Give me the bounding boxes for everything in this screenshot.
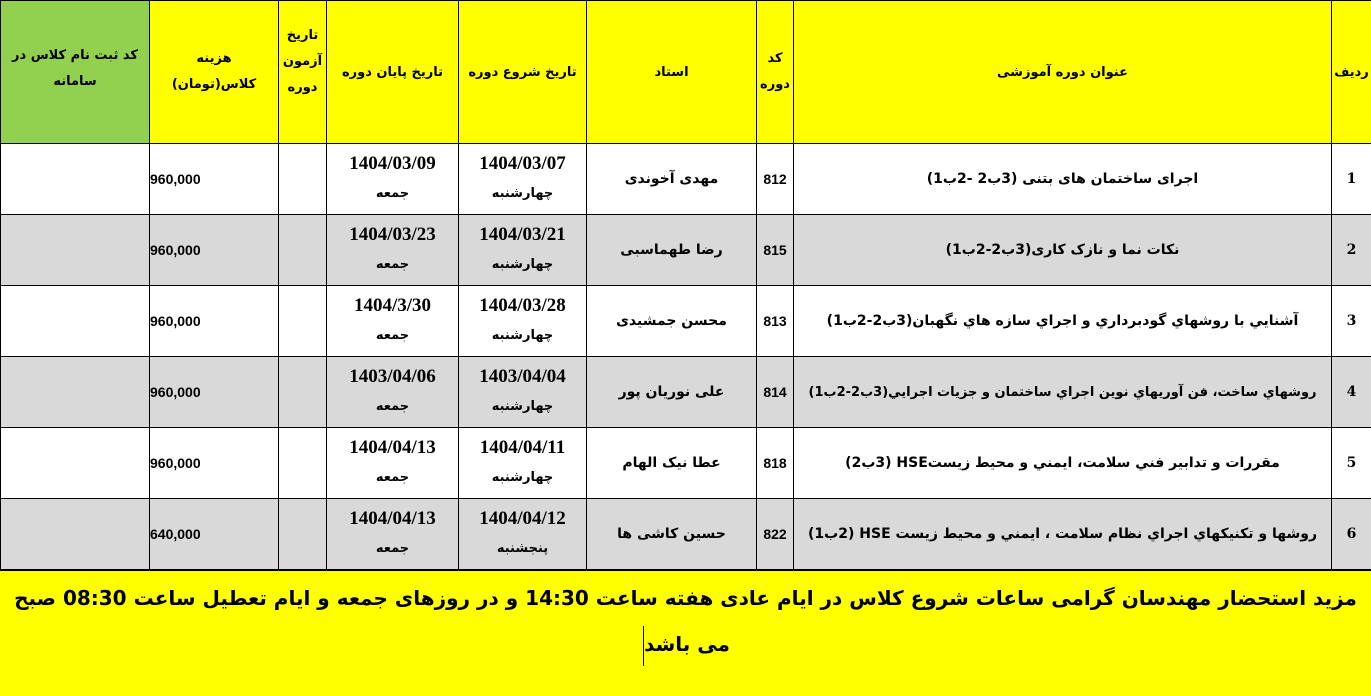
header-exam-date[interactable] (279, 1, 327, 144)
cell-title[interactable]: روشهاي ساخت، فن آوريهاي نوين اجراي ساختمان و جزيات اجرايي(3ب2-2ب1) (794, 357, 1332, 428)
cell-radif[interactable]: 6 (1332, 499, 1371, 570)
table-row (1, 286, 1371, 357)
footer-note-text: مزید استحضار مهندسان گرامی ساعات شروع کلاس در ایام عادی هفته ساعت 14:30 و در روزهای جمعه و ایام تعطیل ساعت 08:30 صبح می باشد (14, 586, 1357, 656)
header-cost-line2: کلاس(تومان) (171, 77, 257, 92)
start-day-value: چهارشنبه (491, 470, 554, 485)
start-day-value: چهارشنبه (491, 328, 554, 343)
header-radif[interactable]: ردیف (1332, 1, 1371, 144)
cell-cost[interactable]: 640,000 (150, 499, 279, 570)
header-exam-line1: تاریخ (286, 28, 319, 43)
cell-end-date[interactable] (327, 215, 459, 286)
cell-cost[interactable]: 960,000 (150, 144, 279, 215)
end-day-value: جمعه (375, 186, 410, 201)
cell-code[interactable]: 822 (757, 499, 794, 570)
cell-code[interactable]: 815 (757, 215, 794, 286)
cell-radif[interactable]: 4 (1332, 357, 1371, 428)
header-start-date[interactable]: تاریخ شروع دوره (459, 1, 587, 144)
cell-exam-date[interactable] (279, 144, 327, 215)
start-date-value: 1404/04/12 (479, 508, 566, 529)
end-date-value: 1404/03/23 (349, 224, 436, 245)
cell-cost[interactable]: 960,000 (150, 286, 279, 357)
header-code[interactable] (757, 1, 794, 144)
cell-exam-date[interactable] (279, 215, 327, 286)
cell-registration-code[interactable] (1, 215, 150, 286)
cell-code[interactable]: 818 (757, 428, 794, 499)
cell-end-date[interactable] (327, 428, 459, 499)
cell-radif[interactable]: 2 (1332, 215, 1371, 286)
end-day-value: جمعه (375, 328, 410, 343)
header-reg-line1: کد ثبت نام کلاس در (12, 48, 138, 63)
start-date-value: 1403/04/04 (479, 366, 566, 387)
cell-registration-code[interactable] (1, 144, 150, 215)
cell-cost[interactable]: 960,000 (150, 428, 279, 499)
start-day-value: چهارشنبه (491, 257, 554, 272)
start-day-value: چهارشنبه (491, 399, 554, 414)
start-date-value: 1404/03/07 (479, 153, 566, 174)
cell-teacher[interactable]: علی نوریان پور (587, 357, 757, 428)
cell-code[interactable]: 812 (757, 144, 794, 215)
header-row (1, 1, 1371, 144)
cell-title[interactable]: اجرای ساختمان های بتنی (3ب2 -2ب1) (794, 144, 1332, 215)
cell-start-date[interactable] (459, 144, 587, 215)
cell-registration-code[interactable] (1, 357, 150, 428)
cell-start-date[interactable] (459, 499, 587, 570)
header-reg-line2: سامانه (53, 74, 97, 89)
cell-start-date[interactable] (459, 286, 587, 357)
header-cost[interactable] (150, 1, 279, 144)
cell-title[interactable]: نکات نما و نازک کاری(3ب2-2ب1) (794, 215, 1332, 286)
table-row (1, 357, 1371, 428)
cell-registration-code[interactable] (1, 286, 150, 357)
end-date-value: 1404/3/30 (353, 295, 432, 316)
cell-radif[interactable]: 3 (1332, 286, 1371, 357)
table-row (1, 499, 1371, 570)
start-date-value: 1404/03/28 (479, 295, 566, 316)
cell-teacher[interactable]: محسن جمشیدی (587, 286, 757, 357)
header-exam-line3: دوره (287, 80, 318, 95)
end-date-value: 1404/04/13 (349, 508, 436, 529)
start-date-value: 1404/03/21 (479, 224, 566, 245)
cell-exam-date[interactable] (279, 357, 327, 428)
cell-end-date[interactable] (327, 499, 459, 570)
table-row (1, 144, 1371, 215)
end-date-value: 1404/04/13 (349, 437, 436, 458)
end-day-value: جمعه (375, 470, 410, 485)
cell-title[interactable]: آشنايي با روشهاي گودبرداري و اجراي سازه هاي نگهبان(3ب2-2ب1) (794, 286, 1332, 357)
header-title[interactable]: عنوان دوره آموزشی (794, 1, 1332, 144)
cell-cost[interactable]: 960,000 (150, 357, 279, 428)
cell-start-date[interactable] (459, 215, 587, 286)
header-cost-line1: هزینه (196, 51, 232, 66)
cell-end-date[interactable] (327, 286, 459, 357)
start-date-value: 1404/04/11 (479, 437, 566, 458)
cell-start-date[interactable] (459, 357, 587, 428)
cell-registration-code[interactable] (1, 499, 150, 570)
cell-start-date[interactable] (459, 428, 587, 499)
start-day-value: پنجشنبه (496, 541, 549, 556)
header-code-line2: دوره (760, 77, 790, 92)
header-teacher[interactable]: استاد (587, 1, 757, 144)
cell-teacher[interactable]: حسين کاشی ها (587, 499, 757, 570)
cell-radif[interactable]: 5 (1332, 428, 1371, 499)
cell-exam-date[interactable] (279, 428, 327, 499)
table-row (1, 215, 1371, 286)
cell-radif[interactable]: 1 (1332, 144, 1371, 215)
cell-title[interactable]: مقررات و تدابير فني سلامت، ايمني و محيط زيستHSE (3ب2) (794, 428, 1332, 499)
start-day-value: چهارشنبه (491, 186, 554, 201)
table-row (1, 428, 1371, 499)
cell-cost[interactable]: 960,000 (150, 215, 279, 286)
end-day-value: جمعه (375, 257, 410, 272)
cell-end-date[interactable] (327, 357, 459, 428)
cell-end-date[interactable] (327, 144, 459, 215)
end-date-value: 1404/03/09 (349, 153, 436, 174)
header-registration-code[interactable] (1, 1, 150, 144)
end-day-value: جمعه (375, 541, 410, 556)
cell-teacher[interactable]: عطا نیک الهام (587, 428, 757, 499)
header-code-line1: کد (767, 51, 783, 66)
cell-teacher[interactable]: رضا طهماسبی (587, 215, 757, 286)
cell-exam-date[interactable] (279, 499, 327, 570)
cell-registration-code[interactable] (1, 428, 150, 499)
footer-note-cell[interactable] (0, 570, 1371, 696)
header-end-date[interactable]: تاریخ پایان دوره (327, 1, 459, 144)
cell-code[interactable]: 814 (757, 357, 794, 428)
cell-title[interactable]: روشها و تکنيکهاي اجراي نظام سلامت ، ايمني و محيط زيست HSE (2ب1) (794, 499, 1332, 570)
cell-teacher[interactable]: مهدی آخوندی (587, 144, 757, 215)
end-date-value: 1403/04/06 (349, 366, 436, 387)
header-exam-line2: آزمون (282, 54, 323, 69)
cell-exam-date[interactable] (279, 286, 327, 357)
end-day-value: جمعه (375, 399, 410, 414)
cell-code[interactable]: 813 (757, 286, 794, 357)
